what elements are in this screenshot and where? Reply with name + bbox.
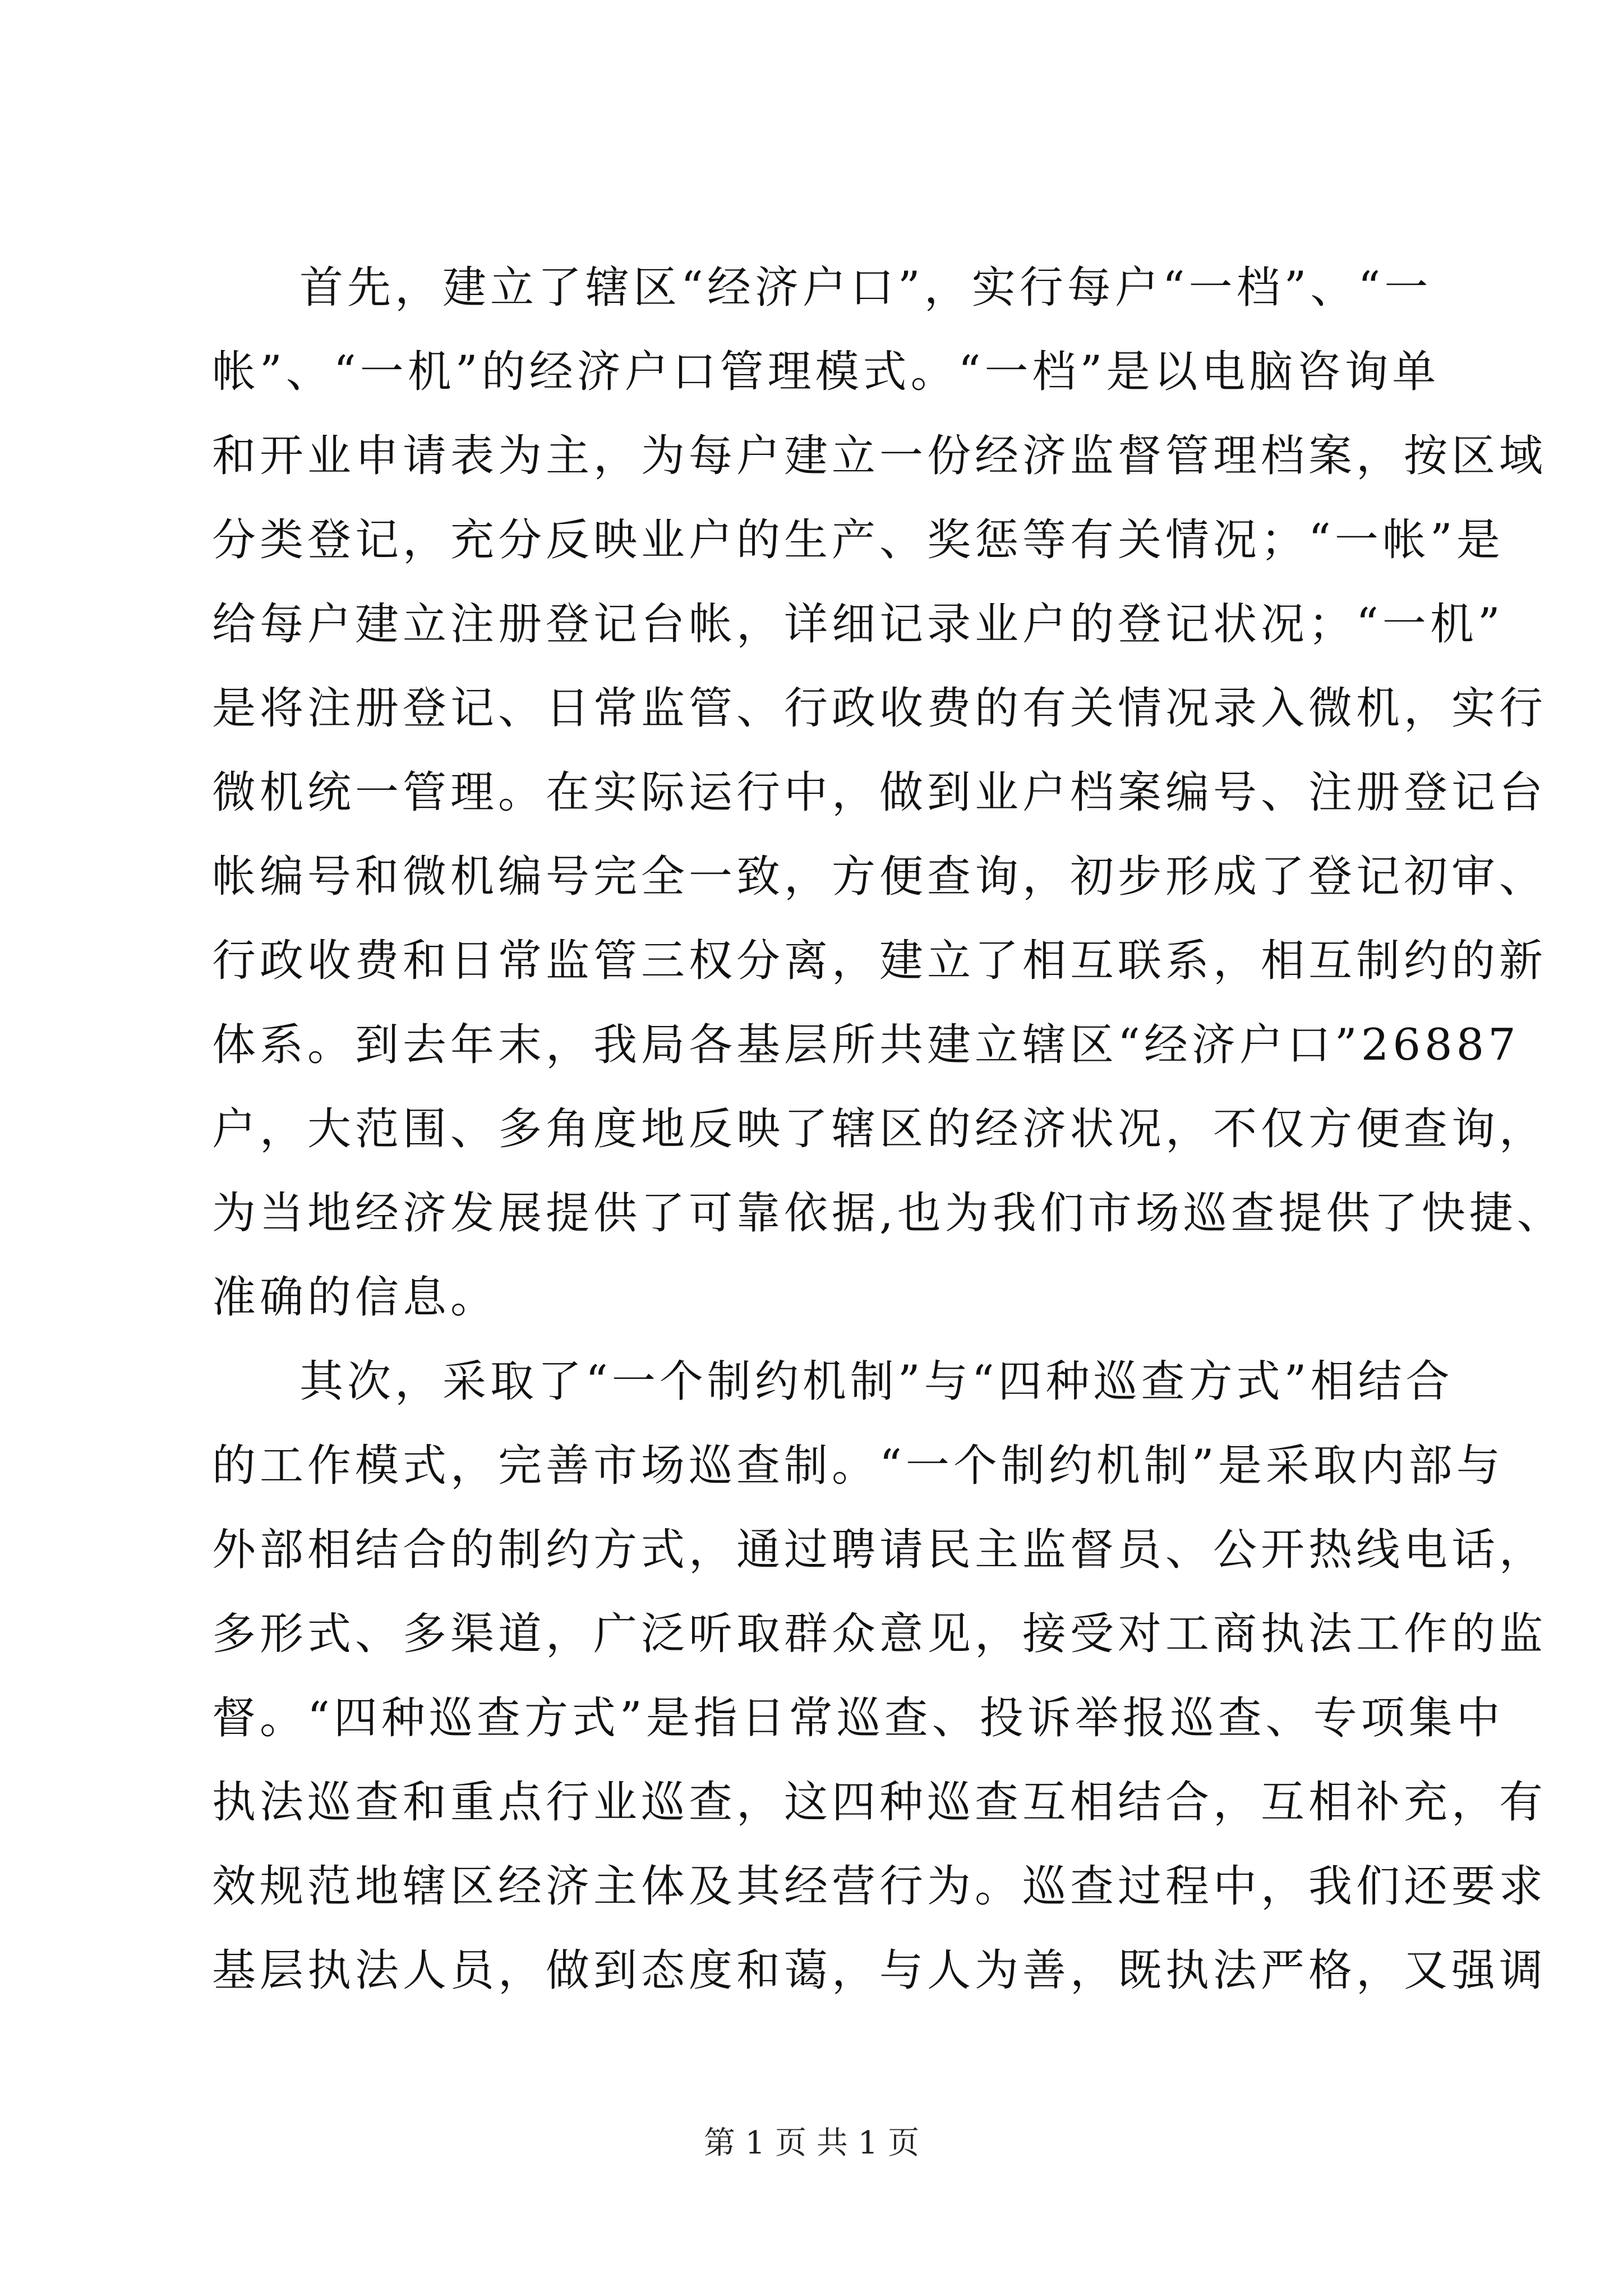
paragraph-line: 帐编号和微机编号完全一致，方便查询，初步形成了登记初审、 [212, 852, 1547, 902]
paragraph-line: 的工作模式，完善市场巡查制。“一个制约机制”是采取内部与 [212, 1441, 1504, 1491]
paragraph-line: 给每户建立注册登记台帐，详细记录业户的登记状况；“一机” [212, 599, 1504, 650]
page-footer [0, 2124, 1623, 2163]
paragraph-line: 分类登记，充分反映业户的生产、奖惩等有关情况；“一帐”是 [212, 515, 1504, 565]
paragraph-line: 帐”、“一机”的经济户口管理模式。“一档”是以电脑咨询单 [212, 347, 1440, 397]
paragraph-line: 为当地经济发展提供了可靠依据,也为我们市场巡查提供了快捷、 [212, 1188, 1565, 1239]
paragraph-2 [212, 1340, 1547, 2013]
page-number: 第 1 页 共 1 页 [703, 2125, 920, 2161]
paragraph-line: 是将注册登记、日常监管、行政收费的有关情况录入微机，实行 [212, 683, 1547, 734]
paragraph-line: 基层执法人员，做到态度和蔼，与人为善，既执法严格，又强调 [212, 1945, 1547, 1996]
paragraph-line: 行政收费和日常监管三权分离，建立了相互联系，相互制约的新 [212, 936, 1547, 986]
paragraph-1 [212, 246, 1565, 1340]
document-body [212, 246, 1565, 2013]
paragraph-line: 微机统一管理。在实际运行中，做到业户档案编号、注册登记台 [212, 767, 1547, 818]
paragraph-line: 效规范地辖区经济主体及其经营行为。巡查过程中，我们还要求 [212, 1861, 1547, 1912]
paragraph-line: 和开业申请表为主，为每户建立一份经济监督管理档案，按区域 [212, 431, 1547, 481]
paragraph-line: 体系。到去年末，我局各基层所共建立辖区“经济户口”26887 [212, 1020, 1520, 1070]
paragraph-line: 多形式、多渠道，广泛听取群众意见，接受对工商执法工作的监 [212, 1609, 1547, 1659]
paragraph-line: 准确的信息。 [212, 1272, 499, 1323]
paragraph-line: 其次，采取了“一个制约机制”与“四种巡查方式”相结合 [299, 1356, 1454, 1407]
paragraph-line: 督。“四种巡查方式”是指日常巡查、投诉举报巡查、专项集中 [212, 1693, 1504, 1743]
paragraph-line: 外部相结合的制约方式，通过聘请民主监督员、公开热线电话， [212, 1525, 1547, 1575]
paragraph-line: 执法巡查和重点行业巡查，这四种巡查互相结合，互相补充，有 [212, 1777, 1547, 1828]
paragraph-line: 首先，建立了辖区“经济户口”，实行每户“一档”、“一 [299, 263, 1432, 313]
paragraph-line: 户，大范围、多角度地反映了辖区的经济状况，不仅方便查询， [212, 1104, 1547, 1154]
